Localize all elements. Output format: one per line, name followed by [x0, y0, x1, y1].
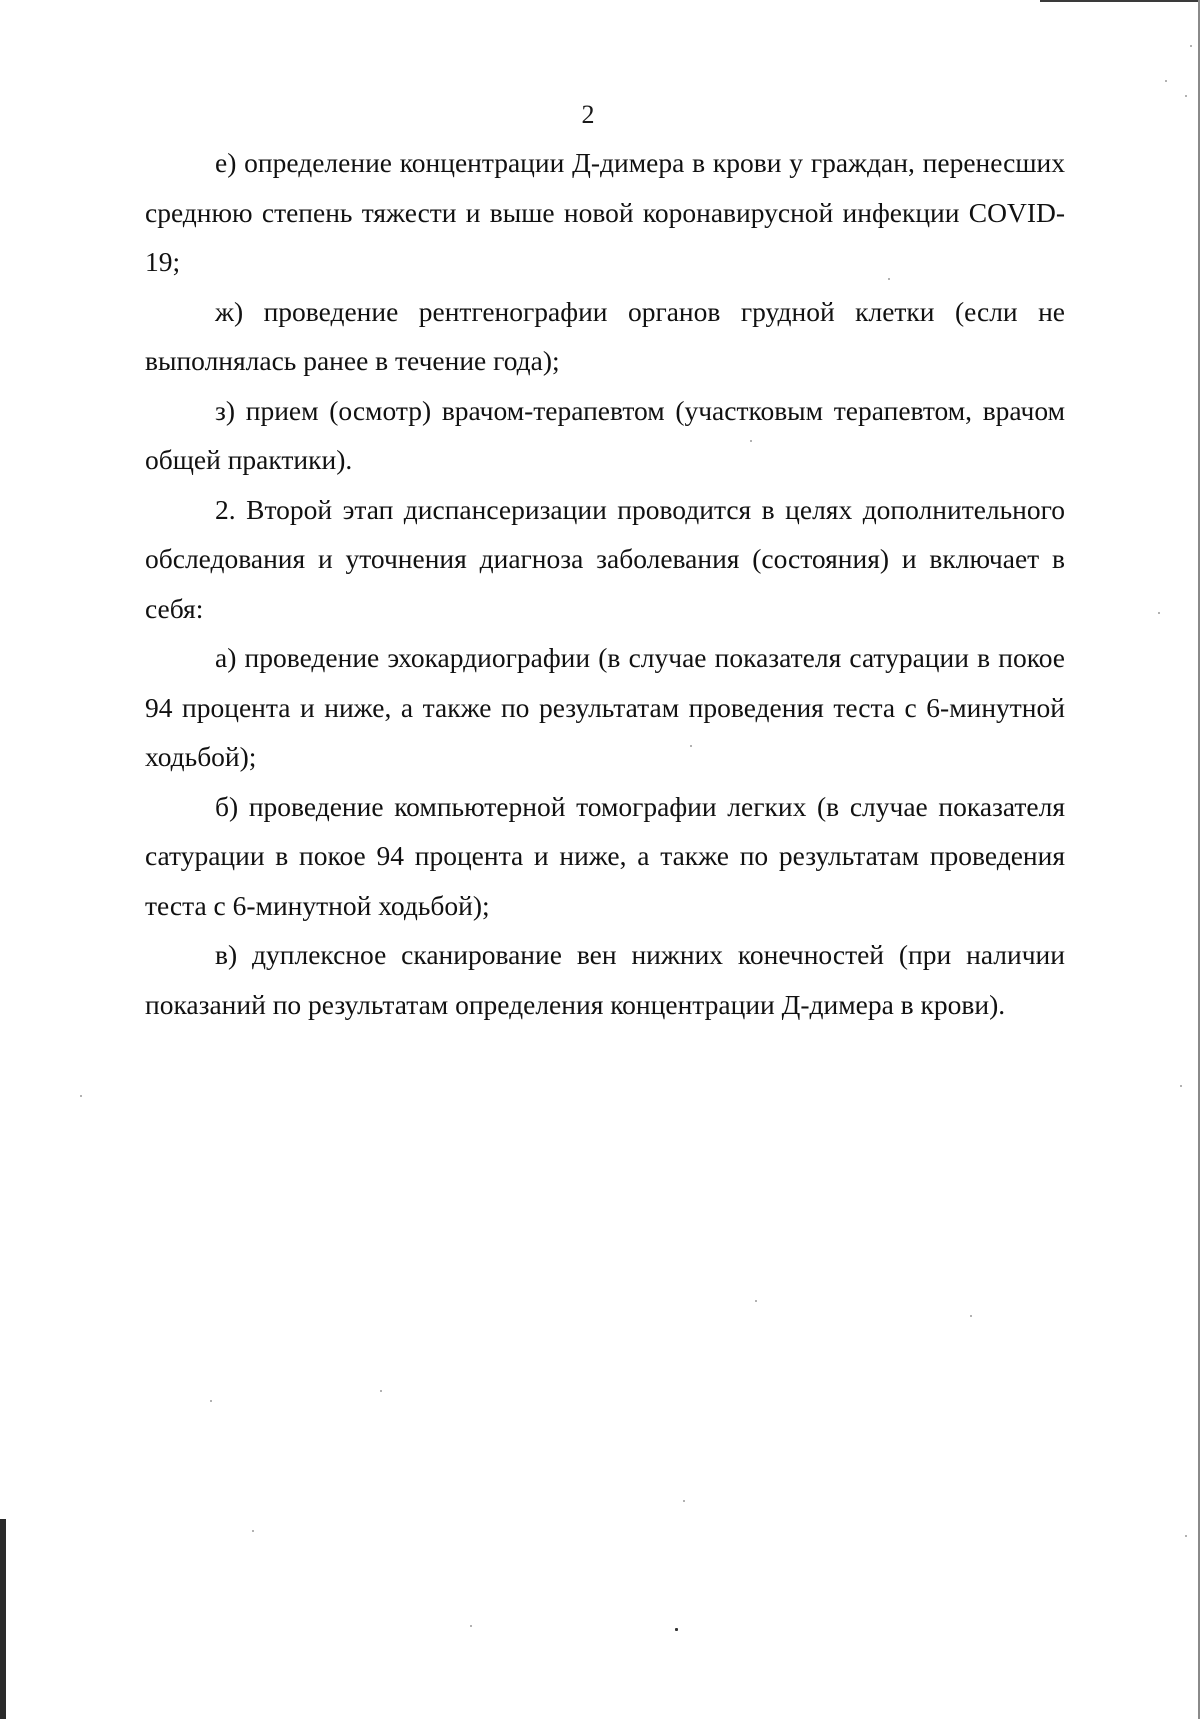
item-v-duplex-scan: в) дуплексное сканирование вен нижних конечностей (при наличии показаний по результатам определения концентрации Д-димера в крови). — [145, 939, 1065, 1020]
scan-speck — [888, 278, 890, 280]
scan-edge-bottom-left — [0, 1519, 6, 1719]
document-body — [145, 138, 1065, 1029]
scan-speck — [755, 1300, 757, 1302]
scan-edge-top — [1040, 0, 1200, 2]
scan-speck — [1185, 95, 1187, 97]
clause-2-second-stage: 2. Второй этап диспансеризации проводится в целях дополнительного обследования и уточнения диагноза заболевания (состояния) и включает в себя: — [145, 493, 1065, 624]
page-number: 2 — [581, 100, 595, 129]
scan-speck — [690, 745, 692, 747]
scan-speck — [683, 1500, 685, 1502]
item-b-lung-ct: б) проведение компьютерной томографии легких (в случае показателя сатурации в покое 94 процента и ниже, а также по результатам проведения теста с 6-минутной ходьбой); — [145, 790, 1065, 921]
scan-speck — [1165, 80, 1167, 82]
scan-speck — [80, 1095, 82, 1097]
scan-speck — [252, 1530, 254, 1532]
scan-speck — [1190, 45, 1192, 47]
item-a-echocardiography: а) проведение эхокардиографии (в случае показателя сатурации в покое 94 процента и ниже, а также по результатам проведения теста с 6-минутной ходьбой); — [145, 642, 1065, 772]
scan-speck — [675, 1628, 678, 1631]
item-zh-chest-xray: ж) проведение рентгенографии органов грудной клетки (если не выполнялась ранее в течение года); — [145, 295, 1065, 376]
scan-speck — [750, 440, 752, 442]
scan-speck — [380, 1390, 382, 1392]
scan-speck — [970, 1315, 972, 1317]
item-e-d-dimer: е) определение концентрации Д-димера в крови у граждан, перенесших среднюю степень тяжести и выше новой коронавирусной инфекции COVID-19; — [145, 147, 1065, 277]
scan-speck — [470, 1625, 472, 1627]
scan-speck — [1180, 1085, 1182, 1087]
item-z-therapist-exam: з) прием (осмотр) врачом-терапевтом (участковым терапевтом, врачом общей практики). — [145, 394, 1065, 475]
scan-speck — [1185, 1535, 1187, 1537]
scan-speck — [210, 1400, 212, 1402]
scan-speck — [1158, 612, 1160, 614]
